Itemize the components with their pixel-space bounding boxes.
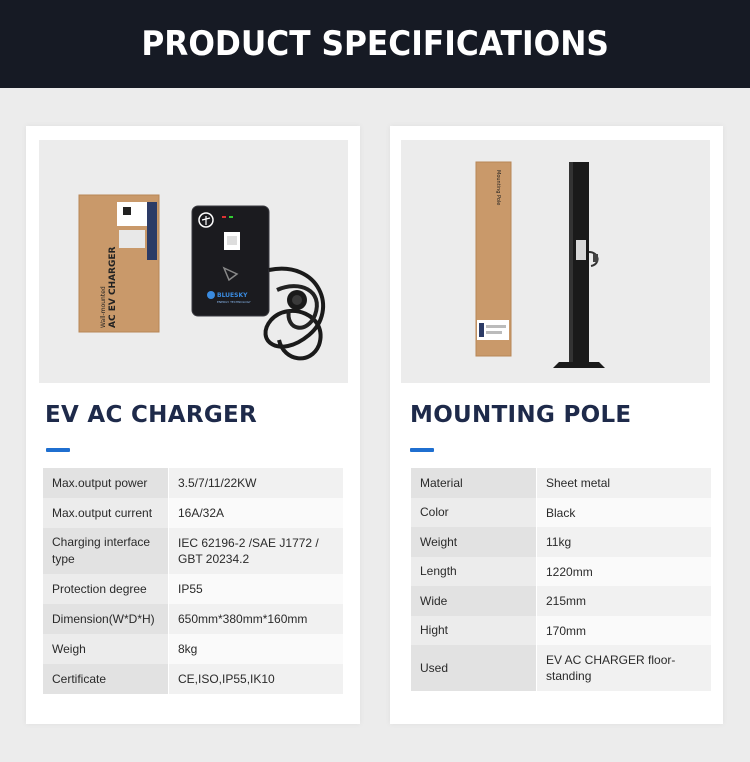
card-title-mounting-pole: MOUNTING POLE [410, 402, 632, 428]
charger-brand-sub: ENERGY TECHNOLOGY [217, 300, 251, 304]
table-row [43, 528, 343, 574]
table-row [411, 468, 711, 498]
table-row [43, 574, 343, 604]
spec-value: IEC 62196-2 /SAE J1772 / GBT 20234.2 [168, 528, 343, 574]
table-row [411, 616, 711, 645]
spec-value: 3.5/7/11/22KW [168, 468, 343, 498]
table-row [43, 634, 343, 664]
spec-label: Length [411, 557, 536, 586]
spec-value: 215mm [536, 586, 711, 616]
box-label-small: Wall-mounted [100, 286, 107, 328]
spec-label: Color [411, 498, 536, 527]
table-row [411, 557, 711, 586]
spec-value: 8kg [168, 634, 343, 664]
mounting-pole-spec-table [411, 468, 711, 691]
spec-label: Max.output current [43, 498, 168, 528]
spec-label: Certificate [43, 664, 168, 694]
spec-value: CE,ISO,IP55,IK10 [168, 664, 343, 694]
table-row [43, 664, 343, 694]
table-row [43, 498, 343, 528]
ev-charger-spec-table [43, 468, 343, 694]
spec-value: 650mm*380mm*160mm [168, 604, 343, 634]
spec-label: Used [411, 645, 536, 691]
mounting-pole-illustration [401, 140, 710, 383]
table-row [411, 645, 711, 691]
table-row [411, 586, 711, 616]
spec-label: Dimension(W*D*H) [43, 604, 168, 634]
spec-value: 1220mm [536, 557, 711, 586]
ev-charger-photo [39, 140, 348, 383]
ev-charger-card [26, 126, 360, 724]
table-row [411, 527, 711, 557]
title-accent-bar [410, 448, 434, 452]
box-label: AC EV CHARGER [108, 246, 118, 328]
spec-value: 11kg [536, 527, 711, 557]
spec-value: 16A/32A [168, 498, 343, 528]
table-row [43, 604, 343, 634]
spec-label: Protection degree [43, 574, 168, 604]
spec-label: Hight [411, 616, 536, 645]
spec-label: Charging interface type [43, 528, 168, 574]
charger-brand: BLUESKY [217, 292, 248, 299]
spec-value: EV AC CHARGER floor-standing [536, 645, 711, 691]
title-accent-bar [46, 448, 70, 452]
pole-box-label: Mounting Pole [495, 170, 501, 206]
spec-value: Sheet metal [536, 468, 711, 498]
spec-label: Weigh [43, 634, 168, 664]
mounting-pole-photo [401, 140, 710, 383]
header-banner [0, 0, 750, 88]
spec-value: Black [536, 498, 711, 527]
spec-label: Max.output power [43, 468, 168, 498]
card-title-ev-charger: EV AC CHARGER [45, 402, 258, 428]
table-row [43, 468, 343, 498]
spec-label: Material [411, 468, 536, 498]
spec-label: Weight [411, 527, 536, 557]
ev-charger-illustration [39, 140, 348, 383]
page-title: PRODUCT SPECIFICATIONS [141, 24, 609, 64]
spec-value: 170mm [536, 616, 711, 645]
spec-value: IP55 [168, 574, 343, 604]
table-row [411, 498, 711, 527]
spec-label: Wide [411, 586, 536, 616]
mounting-pole-card [390, 126, 723, 724]
